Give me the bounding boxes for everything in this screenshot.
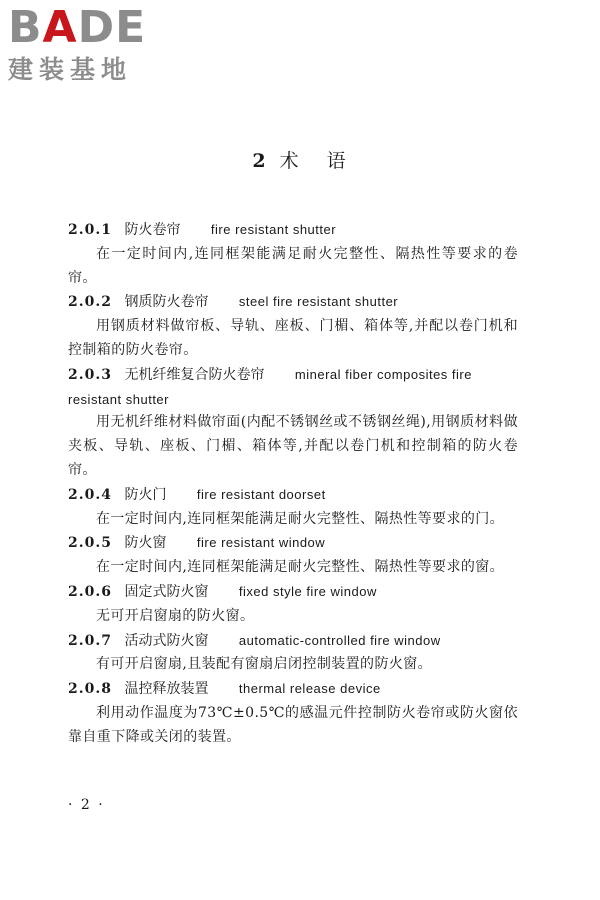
logo-letter-b: B xyxy=(8,2,43,53)
term-english: fire resistant shutter xyxy=(210,222,337,237)
logo-subtitle: 建装基地 xyxy=(8,55,133,84)
term-english: thermal release device xyxy=(238,681,381,697)
term-definition: 用无机纤维材料做帘面(内配不锈钢丝或不锈钢丝绳),用钢质材料做夹板、导轨、座板、门楣、箱体等,并配以卷门机和控制箱的防火卷帘。 xyxy=(68,414,518,478)
term-chinese: 防火卷帘 xyxy=(124,222,181,238)
term-heading xyxy=(68,629,518,654)
brand-logo xyxy=(8,2,178,84)
term-english: automatic-controlled fire window xyxy=(238,632,441,648)
term-definition: 有可开启窗扇,且装配有窗扇启闭控制装置的防火窗。 xyxy=(96,656,433,673)
term-definition: 用钢质材料做帘板、导轨、座板、门楣、箱体等,并配以卷门机和控制箱的防火卷帘。 xyxy=(68,318,518,358)
clause-number: 2.0.5 xyxy=(68,535,112,552)
logo-letter-a: A xyxy=(42,2,78,53)
term-chinese: 固定式防火窗 xyxy=(124,583,209,600)
term-entry xyxy=(68,363,518,483)
term-entry xyxy=(68,629,518,678)
page-number: · 2 · xyxy=(68,797,105,813)
term-english: fire resistant doorset xyxy=(196,486,326,502)
chapter-number: 2 xyxy=(252,150,268,172)
term-definition: 无可开启窗扇的防火窗。 xyxy=(96,607,255,624)
term-heading xyxy=(68,677,518,702)
term-heading xyxy=(68,483,518,508)
term-chinese: 无机纤维复合防火卷帘 xyxy=(124,366,265,383)
term-chinese: 活动式防火窗 xyxy=(124,632,209,649)
term-english-continued: resistant shutter xyxy=(68,391,169,407)
term-heading xyxy=(68,290,518,315)
logo-letters-de: DE xyxy=(77,2,147,53)
term-definition: 在一定时间内,连同框架能满足耐火完整性、隔热性等要求的窗。 xyxy=(96,559,505,576)
term-entry xyxy=(68,483,518,532)
clause-number: 2.0.1 xyxy=(68,222,112,238)
term-english: mineral fiber composites fire xyxy=(294,366,472,382)
term-definition: 在一定时间内,连同框架能满足耐火完整性、隔热性等要求的门。 xyxy=(96,510,505,527)
clause-number: 2.0.7 xyxy=(68,632,112,649)
term-chinese: 温控释放装置 xyxy=(124,681,209,698)
chapter-title xyxy=(0,146,600,173)
terms-list xyxy=(68,218,518,750)
term-english: steel fire resistant shutter xyxy=(238,294,399,310)
term-chinese: 防火窗 xyxy=(124,535,167,552)
term-entry xyxy=(68,290,518,362)
term-heading xyxy=(68,363,518,388)
term-definition: 在一定时间内,连同框架能满足耐火完整性、隔热性等要求的卷帘。 xyxy=(68,245,518,286)
term-entry xyxy=(68,218,518,290)
term-heading xyxy=(68,580,518,605)
logo-wordmark xyxy=(8,2,178,53)
term-definition: 利用动作温度为73℃±0.5℃的感温元件控制防火卷帘或防火窗依靠自重下降或关闭的装置。 xyxy=(68,704,518,745)
term-english: fixed style fire window xyxy=(238,583,377,599)
chapter-title-part1: 术 xyxy=(279,150,301,172)
term-entry xyxy=(68,531,518,580)
clause-number: 2.0.3 xyxy=(68,366,112,383)
term-chinese: 钢质防火卷帘 xyxy=(124,294,209,311)
term-chinese: 防火门 xyxy=(124,486,167,503)
clause-number: 2.0.6 xyxy=(68,583,112,600)
clause-number: 2.0.8 xyxy=(68,681,112,698)
clause-number: 2.0.2 xyxy=(68,294,112,311)
term-heading xyxy=(68,218,518,243)
clause-number: 2.0.4 xyxy=(68,486,112,503)
chapter-title-part2: 语 xyxy=(326,150,348,172)
term-entry xyxy=(68,580,518,629)
term-heading xyxy=(68,531,518,556)
term-english: fire resistant window xyxy=(196,535,326,551)
term-entry xyxy=(68,677,518,749)
